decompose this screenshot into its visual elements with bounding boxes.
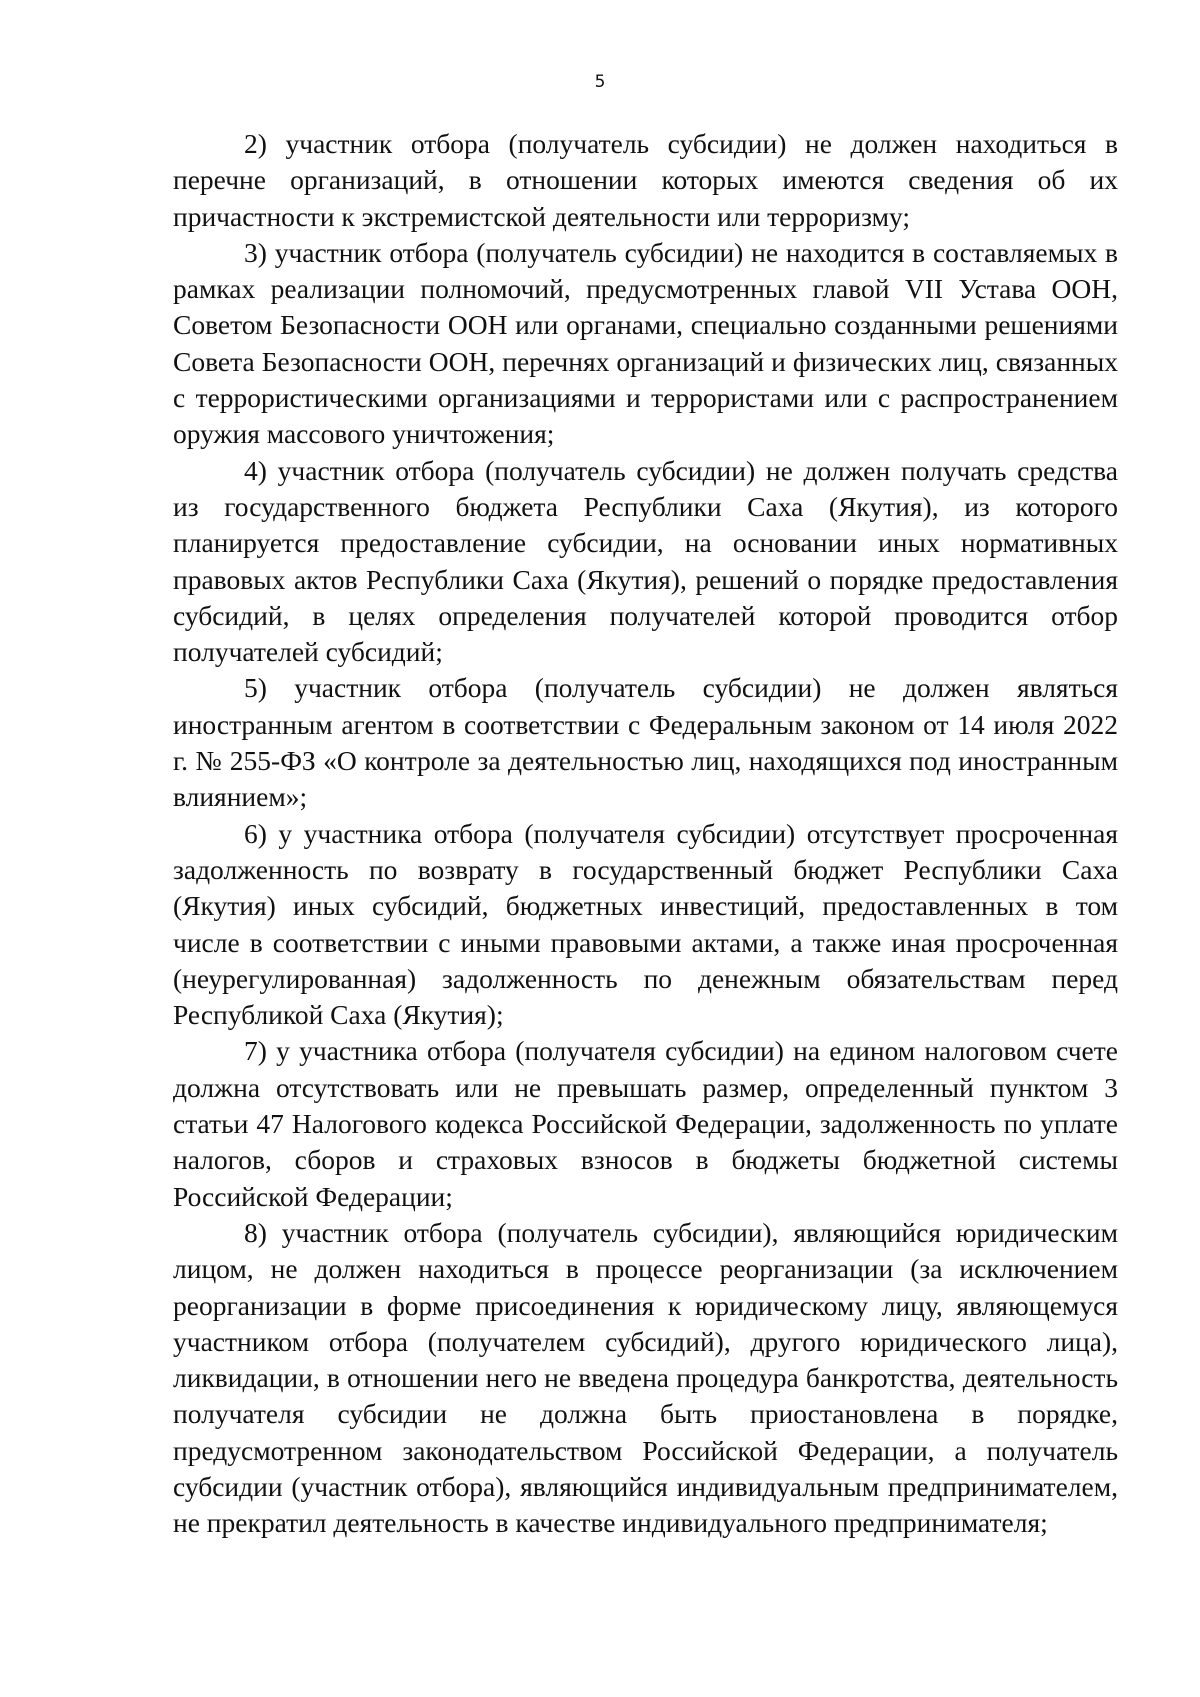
- paragraph-item-8: 8) участник отбора (получатель субсидии), являющийся юридическим лицом, не должен находиться в процессе реорганизации (за исключением реорганизации в форме присоединения к юридическому лицу, являющемуся участником отбора (получателем субсидий), другого юридического лица), ликвидации, в отношении него не введена процедура банкротства, деятельность получателя субсидии не должна быть приостановлена в порядке, предусмотренном законодательством Российской Федерации, а получатель субсидии (участник отбора), являющийся индивидуальным предпринимателем, не прекратил деятельность в качестве индивидуального предпринимателя;: [173, 1216, 1118, 1539]
- paragraph-item-4: 4) участник отбора (получатель субсидии) не должен получать средства из государственного бюджета Республики Саха (Якутия), из которого планируется предоставление субсидии, на основании иных нормативных правовых актов Республики Саха (Якутия), решений о порядке предоставления субсидий, в целях определения получателей которой проводится отбор получателей субсидий;: [173, 454, 1118, 668]
- page-number: 5: [594, 72, 606, 92]
- document-body: [173, 126, 1118, 1542]
- paragraph-item-2: 2) участник отбора (получатель субсидии) не должен находиться в перечне организаций, в отношении которых имеются сведения об их причастности к экстремистской деятельности или терроризму;: [173, 128, 1118, 232]
- paragraph-item-7: 7) у участника отбора (получателя субсидии) на едином налоговом счете должна отсутствовать или не превышать размер, определенный пунктом 3 статьи 47 Налогового кодекса Российской Федерации, задолженность по уплате налогов, сборов и страховых взносов в бюджеты бюджетной системы Российской Федерации;: [173, 1035, 1118, 1212]
- paragraph-item-6: 6) у участника отбора (получателя субсидии) отсутствует просроченная задолженность по возврату в государственный бюджет Республики Саха (Якутия) иных субсидий, бюджетных инвестиций, предоставленных в том числе в соответствии с иными правовыми актами, а также иная просроченная (неурегулированная) задолженность по денежным обязательствам перед Республикой Саха (Якутия);: [173, 817, 1118, 1031]
- paragraph-item-3: 3) участник отбора (получатель субсидии) не находится в составляемых в рамках реализации полномочий, предусмотренных главой VII Устава ООН, Советом Безопасности ООН или органами, специально созданными решениями Совета Безопасности ООН, перечнях организаций и физических лиц, связанных с террористическими организациями и террористами или с распространением оружия массового уничтожения;: [173, 236, 1118, 450]
- paragraph-item-5: 5) участник отбора (получатель субсидии) не должен являться иностранным агентом в соответствии с Федеральным законом от 14 июля 2022 г. № 255-ФЗ «О контроле за деятельностью лиц, находящихся под иностранным влиянием»;: [173, 672, 1118, 813]
